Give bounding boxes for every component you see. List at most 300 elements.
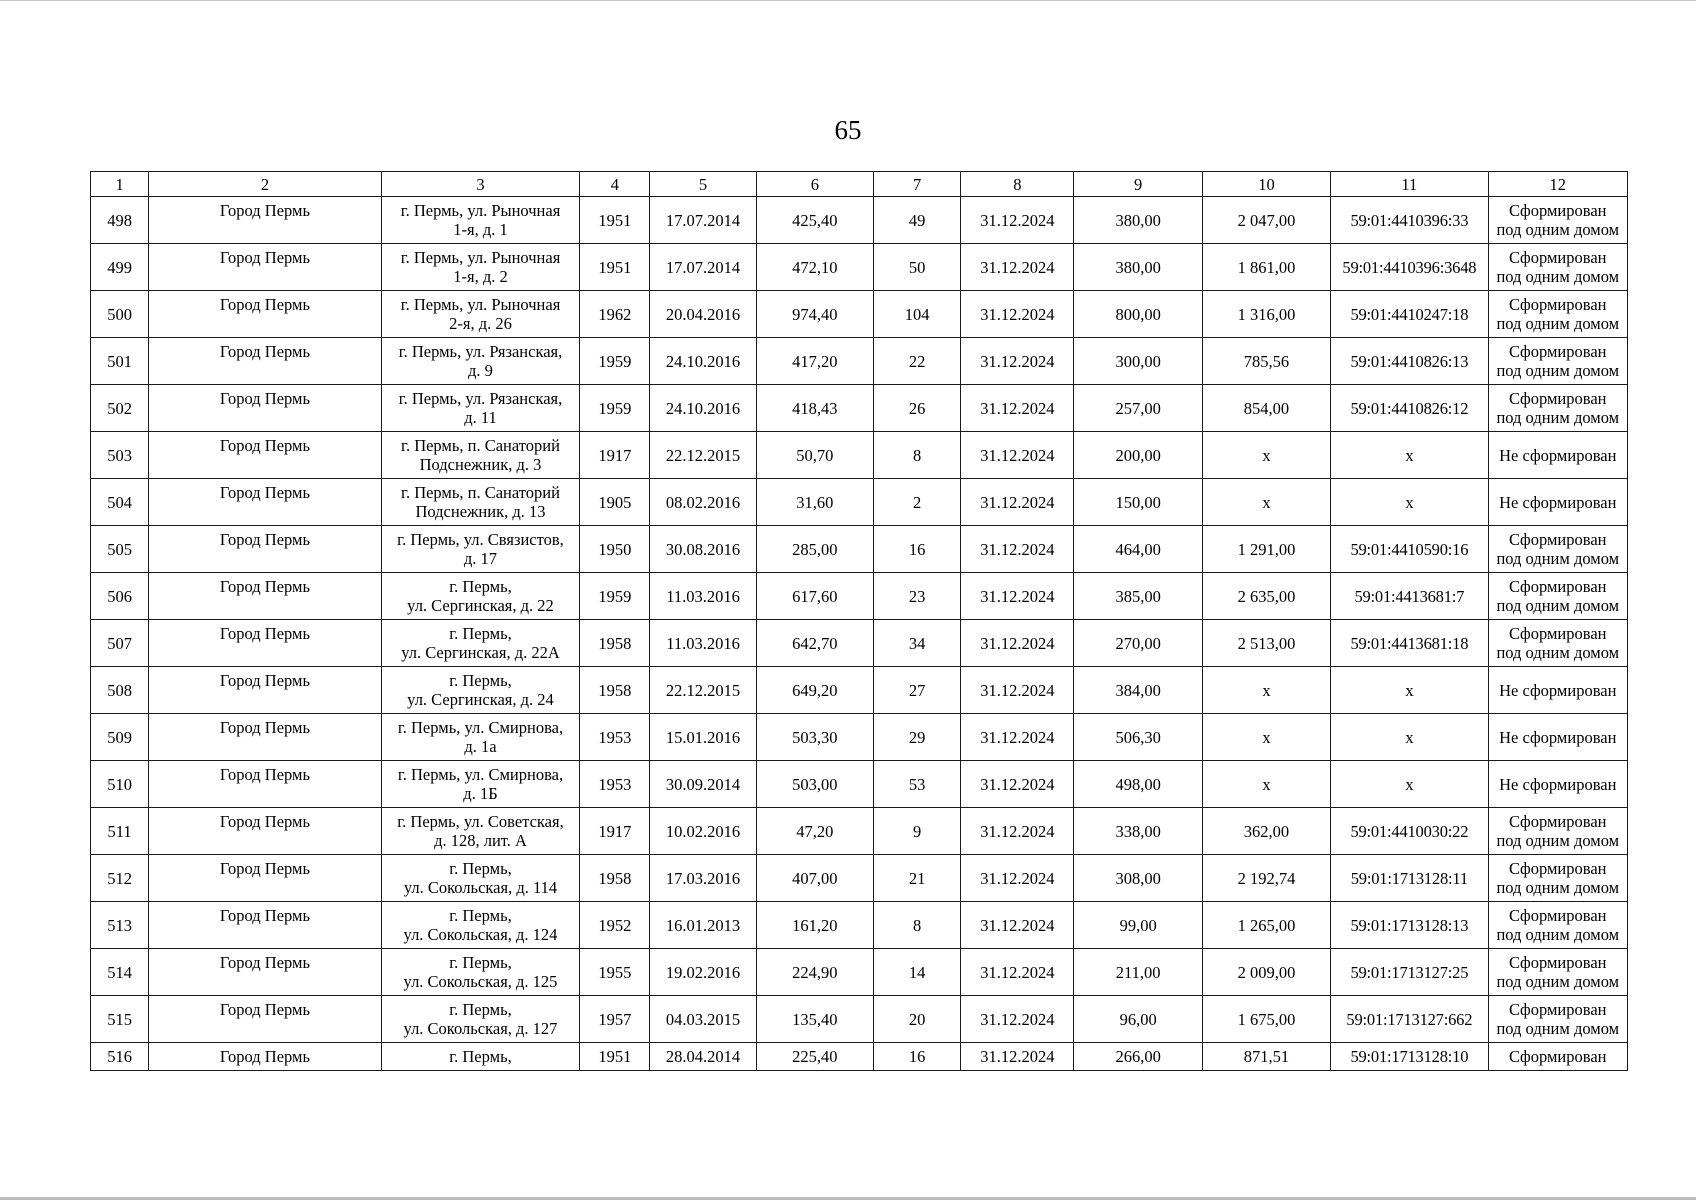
residents-cell: 22 — [873, 338, 960, 385]
municipality-cell: Город Пермь — [149, 338, 382, 385]
deadline-cell: 31.12.2024 — [961, 291, 1074, 338]
status-line-2: под одним домом — [1496, 220, 1620, 239]
address-line-1: г. Пермь, — [449, 577, 512, 596]
residents-cell: 50 — [873, 244, 960, 291]
status-line-2: под одним домом — [1496, 831, 1620, 850]
status-cell — [1488, 197, 1627, 244]
row-number: 507 — [91, 620, 149, 667]
date-cell: 04.03.2015 — [650, 996, 756, 1043]
date-cell: 15.01.2016 — [650, 714, 756, 761]
land-area-cell: 308,00 — [1074, 855, 1202, 902]
land-area-cell: 380,00 — [1074, 197, 1202, 244]
address-line-2: ул. Сокольская, д. 124 — [403, 925, 558, 944]
status-cell — [1488, 338, 1627, 385]
area-cell: 50,70 — [756, 432, 873, 479]
address-line-1: г. Пермь, ул. Рыночная — [400, 295, 561, 314]
date-cell: 16.01.2013 — [650, 902, 756, 949]
land-area-cell: 498,00 — [1074, 761, 1202, 808]
residents-cell: 16 — [873, 526, 960, 573]
residents-cell: 104 — [873, 291, 960, 338]
row-number: 511 — [91, 808, 149, 855]
residents-cell: 23 — [873, 573, 960, 620]
plot-area-cell: x — [1202, 479, 1330, 526]
row-number: 509 — [91, 714, 149, 761]
plot-area-cell: 871,51 — [1202, 1043, 1330, 1071]
address-line-1: г. Пермь, — [449, 1000, 512, 1019]
land-area-cell: 338,00 — [1074, 808, 1202, 855]
row-number: 501 — [91, 338, 149, 385]
deadline-cell: 31.12.2024 — [961, 432, 1074, 479]
table-row — [91, 291, 1628, 338]
cadastral-number-cell: x — [1331, 667, 1488, 714]
land-area-cell: 384,00 — [1074, 667, 1202, 714]
address-line-1: г. Пермь, — [449, 953, 512, 972]
residents-cell: 21 — [873, 855, 960, 902]
year-cell: 1958 — [580, 667, 650, 714]
column-number: 10 — [1202, 172, 1330, 197]
year-cell: 1962 — [580, 291, 650, 338]
column-number: 8 — [961, 172, 1074, 197]
address-line-2: ул. Сокольская, д. 114 — [403, 878, 558, 897]
year-cell: 1950 — [580, 526, 650, 573]
date-cell: 17.03.2016 — [650, 855, 756, 902]
residents-cell: 49 — [873, 197, 960, 244]
status-cell — [1488, 714, 1627, 761]
land-area-cell: 257,00 — [1074, 385, 1202, 432]
status-line-1: Сформирован — [1509, 342, 1607, 361]
address-line-2: д. 9 — [468, 361, 493, 380]
date-cell: 24.10.2016 — [650, 385, 756, 432]
address-cell — [381, 197, 580, 244]
address-cell — [381, 291, 580, 338]
address-line-1: г. Пермь, — [449, 671, 512, 690]
address-cell — [381, 338, 580, 385]
address-line-2: 1-я, д. 1 — [453, 220, 508, 239]
year-cell: 1905 — [580, 479, 650, 526]
municipality-cell: Город Пермь — [149, 949, 382, 996]
cadastral-number-cell: 59:01:1713127:662 — [1331, 996, 1488, 1043]
address-cell — [381, 855, 580, 902]
deadline-cell: 31.12.2024 — [961, 761, 1074, 808]
area-cell: 974,40 — [756, 291, 873, 338]
status-line-1: Сформирован — [1509, 577, 1607, 596]
area-cell: 425,40 — [756, 197, 873, 244]
address-line-1: г. Пермь, ул. Рязанская, — [398, 342, 563, 361]
deadline-cell: 31.12.2024 — [961, 244, 1074, 291]
residents-cell: 9 — [873, 808, 960, 855]
column-number: 9 — [1074, 172, 1202, 197]
area-cell: 31,60 — [756, 479, 873, 526]
status-line-1: Сформирован — [1509, 906, 1607, 925]
land-area-cell: 266,00 — [1074, 1043, 1202, 1071]
municipality-cell: Город Пермь — [149, 996, 382, 1043]
address-cell — [381, 667, 580, 714]
residents-cell: 8 — [873, 902, 960, 949]
address-cell — [381, 808, 580, 855]
housing-register-table — [90, 171, 1628, 1071]
status-line-2: под одним домом — [1496, 925, 1620, 944]
year-cell: 1959 — [580, 338, 650, 385]
deadline-cell: 31.12.2024 — [961, 949, 1074, 996]
residents-cell: 8 — [873, 432, 960, 479]
area-cell: 285,00 — [756, 526, 873, 573]
date-cell: 10.02.2016 — [650, 808, 756, 855]
status-line-1: Сформирован — [1509, 530, 1607, 549]
municipality-cell: Город Пермь — [149, 808, 382, 855]
cadastral-number-cell: 59:01:1713127:25 — [1331, 949, 1488, 996]
address-line-2: д. 17 — [463, 549, 498, 568]
row-number: 515 — [91, 996, 149, 1043]
address-line-1: г. Пермь, — [449, 1047, 512, 1066]
address-line-1: г. Пермь, ул. Рыночная — [400, 248, 561, 267]
table-row — [91, 197, 1628, 244]
deadline-cell: 31.12.2024 — [961, 573, 1074, 620]
deadline-cell: 31.12.2024 — [961, 714, 1074, 761]
year-cell: 1958 — [580, 855, 650, 902]
plot-area-cell: 854,00 — [1202, 385, 1330, 432]
plot-area-cell: x — [1202, 714, 1330, 761]
date-cell: 22.12.2015 — [650, 432, 756, 479]
cadastral-number-cell: x — [1331, 714, 1488, 761]
status-cell — [1488, 385, 1627, 432]
address-cell — [381, 620, 580, 667]
land-area-cell: 506,30 — [1074, 714, 1202, 761]
land-area-cell: 99,00 — [1074, 902, 1202, 949]
year-cell: 1951 — [580, 1043, 650, 1071]
deadline-cell: 31.12.2024 — [961, 620, 1074, 667]
table-row — [91, 479, 1628, 526]
table-row — [91, 526, 1628, 573]
table-row — [91, 855, 1628, 902]
plot-area-cell: x — [1202, 432, 1330, 479]
address-line-2: Подснежник, д. 13 — [415, 502, 546, 521]
table-row — [91, 432, 1628, 479]
address-line-2: д. 1а — [464, 737, 497, 756]
status-cell — [1488, 620, 1627, 667]
land-area-cell: 150,00 — [1074, 479, 1202, 526]
row-number: 500 — [91, 291, 149, 338]
cadastral-number-cell: x — [1331, 432, 1488, 479]
row-number: 514 — [91, 949, 149, 996]
municipality-cell: Город Пермь — [149, 667, 382, 714]
cadastral-number-cell: 59:01:1713128:11 — [1331, 855, 1488, 902]
address-line-2: 1-я, д. 2 — [453, 267, 508, 286]
table-row — [91, 808, 1628, 855]
column-number: 3 — [381, 172, 580, 197]
municipality-cell: Город Пермь — [149, 855, 382, 902]
plot-area-cell: 2 009,00 — [1202, 949, 1330, 996]
table-row — [91, 667, 1628, 714]
plot-area-cell: 2 192,74 — [1202, 855, 1330, 902]
area-cell: 225,40 — [756, 1043, 873, 1071]
plot-area-cell: 1 265,00 — [1202, 902, 1330, 949]
municipality-cell: Город Пермь — [149, 291, 382, 338]
date-cell: 30.09.2014 — [650, 761, 756, 808]
deadline-cell: 31.12.2024 — [961, 479, 1074, 526]
status-line-2: под одним домом — [1496, 1019, 1620, 1038]
plot-area-cell: 2 047,00 — [1202, 197, 1330, 244]
address-cell — [381, 244, 580, 291]
land-area-cell: 300,00 — [1074, 338, 1202, 385]
land-area-cell: 96,00 — [1074, 996, 1202, 1043]
column-number: 7 — [873, 172, 960, 197]
area-cell: 503,30 — [756, 714, 873, 761]
residents-cell: 27 — [873, 667, 960, 714]
status-line-2: под одним домом — [1496, 408, 1620, 427]
column-number-row — [91, 172, 1628, 197]
status-line-1: Сформирован — [1509, 812, 1607, 831]
land-area-cell: 380,00 — [1074, 244, 1202, 291]
status-cell — [1488, 244, 1627, 291]
table-row — [91, 385, 1628, 432]
status-line-1: Сформирован — [1509, 389, 1607, 408]
status-line-1: Не сформирован — [1499, 492, 1617, 512]
address-cell — [381, 949, 580, 996]
date-cell: 20.04.2016 — [650, 291, 756, 338]
column-number: 2 — [149, 172, 382, 197]
cadastral-number-cell: 59:01:1713128:13 — [1331, 902, 1488, 949]
municipality-cell: Город Пермь — [149, 479, 382, 526]
date-cell: 17.07.2014 — [650, 244, 756, 291]
status-line-2: под одним домом — [1496, 314, 1620, 333]
row-number: 505 — [91, 526, 149, 573]
deadline-cell: 31.12.2024 — [961, 1043, 1074, 1071]
status-line-1: Сформирован — [1509, 1047, 1607, 1066]
year-cell: 1953 — [580, 714, 650, 761]
address-line-2: д. 128, лит. А — [434, 831, 527, 850]
status-line-1: Сформирован — [1509, 1000, 1607, 1019]
address-line-1: г. Пермь, — [449, 906, 512, 925]
address-line-2: ул. Сокольская, д. 125 — [403, 972, 558, 991]
year-cell: 1953 — [580, 761, 650, 808]
plot-area-cell: 785,56 — [1202, 338, 1330, 385]
address-line-2: ул. Сокольская, д. 127 — [403, 1019, 558, 1038]
year-cell: 1951 — [580, 197, 650, 244]
status-line-2: под одним домом — [1496, 596, 1620, 615]
plot-area-cell: 362,00 — [1202, 808, 1330, 855]
column-number: 11 — [1331, 172, 1488, 197]
address-line-2: 2-я, д. 26 — [449, 314, 512, 333]
table-row — [91, 244, 1628, 291]
plot-area-cell: x — [1202, 667, 1330, 714]
land-area-cell: 200,00 — [1074, 432, 1202, 479]
row-number: 513 — [91, 902, 149, 949]
address-line-1: г. Пермь, ул. Связистов, — [397, 530, 564, 549]
cadastral-number-cell: 59:01:4410030:22 — [1331, 808, 1488, 855]
area-cell: 47,20 — [756, 808, 873, 855]
row-number: 499 — [91, 244, 149, 291]
status-line-1: Не сформирован — [1499, 727, 1617, 747]
land-area-cell: 211,00 — [1074, 949, 1202, 996]
row-number: 498 — [91, 197, 149, 244]
plot-area-cell: 1 316,00 — [1202, 291, 1330, 338]
table-row — [91, 996, 1628, 1043]
address-line-1: г. Пермь, — [449, 859, 512, 878]
status-line-2: под одним домом — [1496, 643, 1620, 662]
table-row — [91, 714, 1628, 761]
date-cell: 11.03.2016 — [650, 573, 756, 620]
area-cell: 472,10 — [756, 244, 873, 291]
status-line-1: Сформирован — [1509, 624, 1607, 643]
deadline-cell: 31.12.2024 — [961, 808, 1074, 855]
year-cell: 1951 — [580, 244, 650, 291]
year-cell: 1917 — [580, 432, 650, 479]
status-line-1: Сформирован — [1509, 859, 1607, 878]
status-cell — [1488, 855, 1627, 902]
address-line-2: Подснежник, д. 3 — [419, 455, 542, 474]
municipality-cell: Город Пермь — [149, 1043, 382, 1071]
deadline-cell: 31.12.2024 — [961, 526, 1074, 573]
address-line-2: ул. Сергинская, д. 22 — [407, 596, 554, 615]
land-area-cell: 385,00 — [1074, 573, 1202, 620]
status-cell — [1488, 526, 1627, 573]
residents-cell: 34 — [873, 620, 960, 667]
land-area-cell: 464,00 — [1074, 526, 1202, 573]
area-cell: 417,20 — [756, 338, 873, 385]
table-body — [91, 197, 1628, 1071]
cadastral-number-cell: 59:01:4410396:3648 — [1331, 244, 1488, 291]
deadline-cell: 31.12.2024 — [961, 902, 1074, 949]
address-cell — [381, 573, 580, 620]
date-cell: 22.12.2015 — [650, 667, 756, 714]
status-cell — [1488, 949, 1627, 996]
municipality-cell: Город Пермь — [149, 197, 382, 244]
address-cell — [381, 385, 580, 432]
year-cell: 1955 — [580, 949, 650, 996]
row-number: 502 — [91, 385, 149, 432]
plot-area-cell: x — [1202, 761, 1330, 808]
status-cell — [1488, 432, 1627, 479]
address-cell — [381, 996, 580, 1043]
area-cell: 642,70 — [756, 620, 873, 667]
status-cell — [1488, 1043, 1627, 1071]
plot-area-cell: 2 635,00 — [1202, 573, 1330, 620]
status-cell — [1488, 291, 1627, 338]
column-number: 1 — [91, 172, 149, 197]
deadline-cell: 31.12.2024 — [961, 338, 1074, 385]
area-cell: 418,43 — [756, 385, 873, 432]
table-row — [91, 573, 1628, 620]
table-row — [91, 902, 1628, 949]
status-cell — [1488, 667, 1627, 714]
deadline-cell: 31.12.2024 — [961, 385, 1074, 432]
row-number: 506 — [91, 573, 149, 620]
date-cell: 17.07.2014 — [650, 197, 756, 244]
page-number: 65 — [834, 115, 862, 145]
municipality-cell: Город Пермь — [149, 714, 382, 761]
area-cell: 407,00 — [756, 855, 873, 902]
residents-cell: 2 — [873, 479, 960, 526]
address-cell — [381, 902, 580, 949]
plot-area-cell: 2 513,00 — [1202, 620, 1330, 667]
area-cell: 503,00 — [756, 761, 873, 808]
address-line-1: г. Пермь, — [449, 624, 512, 643]
status-line-1: Сформирован — [1509, 201, 1607, 220]
address-line-2: ул. Сергинская, д. 22А — [401, 643, 560, 662]
status-line-1: Сформирован — [1509, 295, 1607, 314]
table-row — [91, 949, 1628, 996]
cadastral-number-cell: 59:01:1713128:10 — [1331, 1043, 1488, 1071]
year-cell: 1959 — [580, 573, 650, 620]
status-line-2: под одним домом — [1496, 878, 1620, 897]
plot-area-cell: 1 291,00 — [1202, 526, 1330, 573]
table-row — [91, 620, 1628, 667]
address-line-2: д. 11 — [464, 408, 497, 427]
area-cell: 224,90 — [756, 949, 873, 996]
status-cell — [1488, 573, 1627, 620]
address-line-2: д. 1Б — [463, 784, 498, 803]
status-line-1: Сформирован — [1509, 953, 1607, 972]
municipality-cell: Город Пермь — [149, 902, 382, 949]
address-cell — [381, 714, 580, 761]
column-number: 4 — [580, 172, 650, 197]
address-cell — [381, 761, 580, 808]
year-cell: 1917 — [580, 808, 650, 855]
deadline-cell: 31.12.2024 — [961, 996, 1074, 1043]
municipality-cell: Город Пермь — [149, 526, 382, 573]
area-cell: 135,40 — [756, 996, 873, 1043]
address-cell — [381, 526, 580, 573]
address-line-1: г. Пермь, ул. Советская, — [397, 812, 564, 831]
address-line-1: г. Пермь, ул. Смирнова, — [397, 718, 564, 737]
status-cell — [1488, 808, 1627, 855]
municipality-cell: Город Пермь — [149, 573, 382, 620]
date-cell: 11.03.2016 — [650, 620, 756, 667]
municipality-cell: Город Пермь — [149, 761, 382, 808]
cadastral-number-cell: 59:01:4410826:13 — [1331, 338, 1488, 385]
date-cell: 08.02.2016 — [650, 479, 756, 526]
cadastral-number-cell: 59:01:4413681:18 — [1331, 620, 1488, 667]
municipality-cell: Город Пермь — [149, 244, 382, 291]
status-line-1: Сформирован — [1509, 248, 1607, 267]
residents-cell: 14 — [873, 949, 960, 996]
status-cell — [1488, 996, 1627, 1043]
address-line-1: г. Пермь, п. Санаторий — [401, 436, 560, 455]
date-cell: 24.10.2016 — [650, 338, 756, 385]
column-number: 6 — [756, 172, 873, 197]
address-line-1: г. Пермь, ул. Рязанская, — [398, 389, 563, 408]
municipality-cell: Город Пермь — [149, 385, 382, 432]
row-number: 512 — [91, 855, 149, 902]
cadastral-number-cell: x — [1331, 479, 1488, 526]
year-cell: 1952 — [580, 902, 650, 949]
residents-cell: 53 — [873, 761, 960, 808]
deadline-cell: 31.12.2024 — [961, 197, 1074, 244]
row-number: 504 — [91, 479, 149, 526]
table-row — [91, 1043, 1628, 1071]
row-number: 503 — [91, 432, 149, 479]
cadastral-number-cell: 59:01:4410247:18 — [1331, 291, 1488, 338]
area-cell: 617,60 — [756, 573, 873, 620]
table-row — [91, 338, 1628, 385]
date-cell: 30.08.2016 — [650, 526, 756, 573]
status-line-1: Не сформирован — [1499, 680, 1617, 700]
address-line-1: г. Пермь, ул. Смирнова, — [397, 765, 564, 784]
column-number: 12 — [1488, 172, 1627, 197]
row-number: 510 — [91, 761, 149, 808]
address-line-1: г. Пермь, ул. Рыночная — [400, 201, 561, 220]
column-number: 5 — [650, 172, 756, 197]
year-cell: 1957 — [580, 996, 650, 1043]
plot-area-cell: 1 675,00 — [1202, 996, 1330, 1043]
cadastral-number-cell: 59:01:4410396:33 — [1331, 197, 1488, 244]
land-area-cell: 270,00 — [1074, 620, 1202, 667]
status-line-2: под одним домом — [1496, 361, 1620, 380]
land-area-cell: 800,00 — [1074, 291, 1202, 338]
status-cell — [1488, 761, 1627, 808]
row-number: 508 — [91, 667, 149, 714]
deadline-cell: 31.12.2024 — [961, 855, 1074, 902]
